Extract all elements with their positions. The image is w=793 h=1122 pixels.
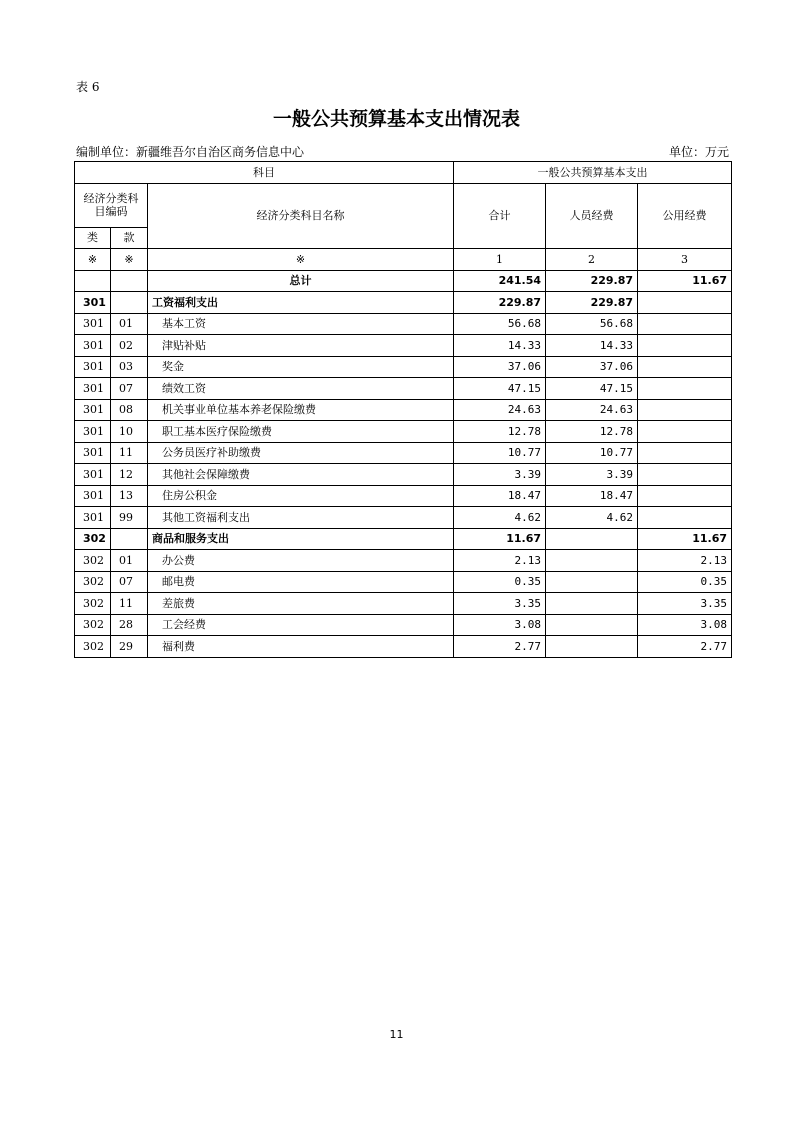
total-kuan [111,270,148,292]
unit-label: 单位：万元 [668,145,729,159]
lei-code-cell: 301 [75,464,111,486]
personnel-cell: 3.39 [546,464,638,486]
table-row [75,485,732,507]
total-cell: 4.62 [454,507,546,529]
budget-table [74,161,732,658]
mark-cell: ※ [111,249,148,271]
item-name-cell: 邮电费 [148,571,454,593]
item-name-cell: 福利费 [148,636,454,658]
item-name-cell: 办公费 [148,550,454,572]
item-name-cell: 津贴补贴 [148,335,454,357]
public-cell: 2.13 [638,550,732,572]
kuan-code-cell: 99 [111,507,148,529]
kuan-code-cell: 08 [111,399,148,421]
table-row [75,399,732,421]
personnel-cell: 229.87 [546,292,638,314]
total-cell: 12.78 [454,421,546,443]
public-cell [638,378,732,400]
personnel-cell: 4.62 [546,507,638,529]
table-row [75,421,732,443]
total-cell: 0.35 [454,571,546,593]
item-name-cell: 工会经费 [148,614,454,636]
public-cell: 2.77 [638,636,732,658]
item-name-cell: 奖金 [148,356,454,378]
lei-code-cell: 302 [75,614,111,636]
total-cell: 24.63 [454,399,546,421]
personnel-cell: 24.63 [546,399,638,421]
table-row [75,550,732,572]
total-cell: 2.13 [454,550,546,572]
kuan-code-cell: 01 [111,313,148,335]
total-cell: 2.77 [454,636,546,658]
lei-code-cell: 301 [75,507,111,529]
personnel-cell: 18.47 [546,485,638,507]
category-row [75,292,732,314]
item-name-cell: 工资福利支出 [148,292,454,314]
table-row [75,335,732,357]
item-name-cell: 其他社会保障缴费 [148,464,454,486]
table-row [75,614,732,636]
total-cell: 18.47 [454,485,546,507]
kuan-code-cell [111,292,148,314]
kuan-code-cell: 12 [111,464,148,486]
total-cell: 56.68 [454,313,546,335]
item-name-cell: 其他工资福利支出 [148,507,454,529]
public-cell [638,292,732,314]
item-name-cell: 机关事业单位基本养老保险缴费 [148,399,454,421]
personnel-cell: 37.06 [546,356,638,378]
public-cell [638,464,732,486]
lei-code-cell: 301 [75,399,111,421]
table-number-label: 表 6 [76,80,100,94]
personnel-cell [546,550,638,572]
header-code-group: 经济分类科目编码 [75,183,148,227]
personnel-cell: 56.68 [546,313,638,335]
total-cell: 11.67 [454,528,546,550]
total-lei [75,270,111,292]
item-name-cell: 基本工资 [148,313,454,335]
total-name: 总计 [148,270,454,292]
personnel-cell [546,636,638,658]
personnel-cell [546,571,638,593]
lei-code-cell: 302 [75,571,111,593]
total-cell: 3.08 [454,614,546,636]
public-cell [638,485,732,507]
kuan-code-cell: 02 [111,335,148,357]
lei-code-cell: 301 [75,378,111,400]
public-cell: 3.08 [638,614,732,636]
total-cell: 10.77 [454,442,546,464]
public-cell [638,421,732,443]
column-number: 2 [546,249,638,271]
header-row-4 [75,249,732,271]
table-row [75,593,732,615]
kuan-code-cell: 11 [111,442,148,464]
lei-code-cell: 301 [75,421,111,443]
personnel-cell: 47.15 [546,378,638,400]
lei-code-cell: 301 [75,335,111,357]
page-title: 一般公共预算基本支出情况表 [272,108,520,130]
total-cell: 229.87 [454,292,546,314]
total-cell: 3.35 [454,593,546,615]
public-cell [638,356,732,378]
lei-code-cell: 302 [75,636,111,658]
item-name-cell: 住房公积金 [148,485,454,507]
column-number: 3 [638,249,732,271]
kuan-code-cell [111,528,148,550]
personnel-cell: 14.33 [546,335,638,357]
table-row [75,507,732,529]
public-cell [638,507,732,529]
header-subject: 科目 [75,162,454,184]
lei-code-cell: 301 [75,356,111,378]
table-row [75,378,732,400]
org-label: 编制单位：新疆维吾尔自治区商务信息中心 [76,145,305,159]
total-cell: 37.06 [454,356,546,378]
total-personnel: 229.87 [546,270,638,292]
page-number: 11 [389,1028,404,1041]
personnel-cell: 12.78 [546,421,638,443]
header-name-col: 经济分类科目名称 [148,183,454,249]
lei-code-cell: 301 [75,313,111,335]
public-cell: 3.35 [638,593,732,615]
header-row-2 [75,183,732,227]
public-cell [638,335,732,357]
header-personnel-col: 人员经费 [546,183,638,249]
lei-code-cell: 301 [75,292,111,314]
public-cell [638,313,732,335]
kuan-code-cell: 03 [111,356,148,378]
public-cell [638,442,732,464]
personnel-cell: 10.77 [546,442,638,464]
personnel-cell [546,528,638,550]
item-name-cell: 绩效工资 [148,378,454,400]
item-name-cell: 职工基本医疗保险缴费 [148,421,454,443]
table-row [75,313,732,335]
public-cell: 0.35 [638,571,732,593]
kuan-code-cell: 07 [111,571,148,593]
kuan-code-cell: 10 [111,421,148,443]
kuan-code-cell: 13 [111,485,148,507]
lei-code-cell: 302 [75,593,111,615]
mark-cell: ※ [148,249,454,271]
kuan-code-cell: 07 [111,378,148,400]
total-public: 11.67 [638,270,732,292]
public-cell: 11.67 [638,528,732,550]
total-cell: 3.39 [454,464,546,486]
kuan-code-cell: 01 [111,550,148,572]
table-row [75,442,732,464]
lei-code-cell: 302 [75,528,111,550]
total-cell: 47.15 [454,378,546,400]
header-lei: 类 [75,227,111,249]
table-row [75,636,732,658]
category-row [75,528,732,550]
table-row [75,464,732,486]
total-cell: 14.33 [454,335,546,357]
header-public-col: 公用经费 [638,183,732,249]
lei-code-cell: 301 [75,442,111,464]
total-row [75,270,732,292]
table-row [75,356,732,378]
column-number: 1 [454,249,546,271]
header-total-col: 合计 [454,183,546,249]
item-name-cell: 商品和服务支出 [148,528,454,550]
personnel-cell [546,593,638,615]
item-name-cell: 差旅费 [148,593,454,615]
lei-code-cell: 301 [75,485,111,507]
mark-cell: ※ [75,249,111,271]
lei-code-cell: 302 [75,550,111,572]
kuan-code-cell: 28 [111,614,148,636]
personnel-cell [546,614,638,636]
total-sum: 241.54 [454,270,546,292]
kuan-code-cell: 11 [111,593,148,615]
table-row [75,571,732,593]
item-name-cell: 公务员医疗补助缴费 [148,442,454,464]
kuan-code-cell: 29 [111,636,148,658]
public-cell [638,399,732,421]
header-kuan: 款 [111,227,148,249]
header-budget-group: 一般公共预算基本支出 [454,162,732,184]
header-row-1 [75,162,732,184]
